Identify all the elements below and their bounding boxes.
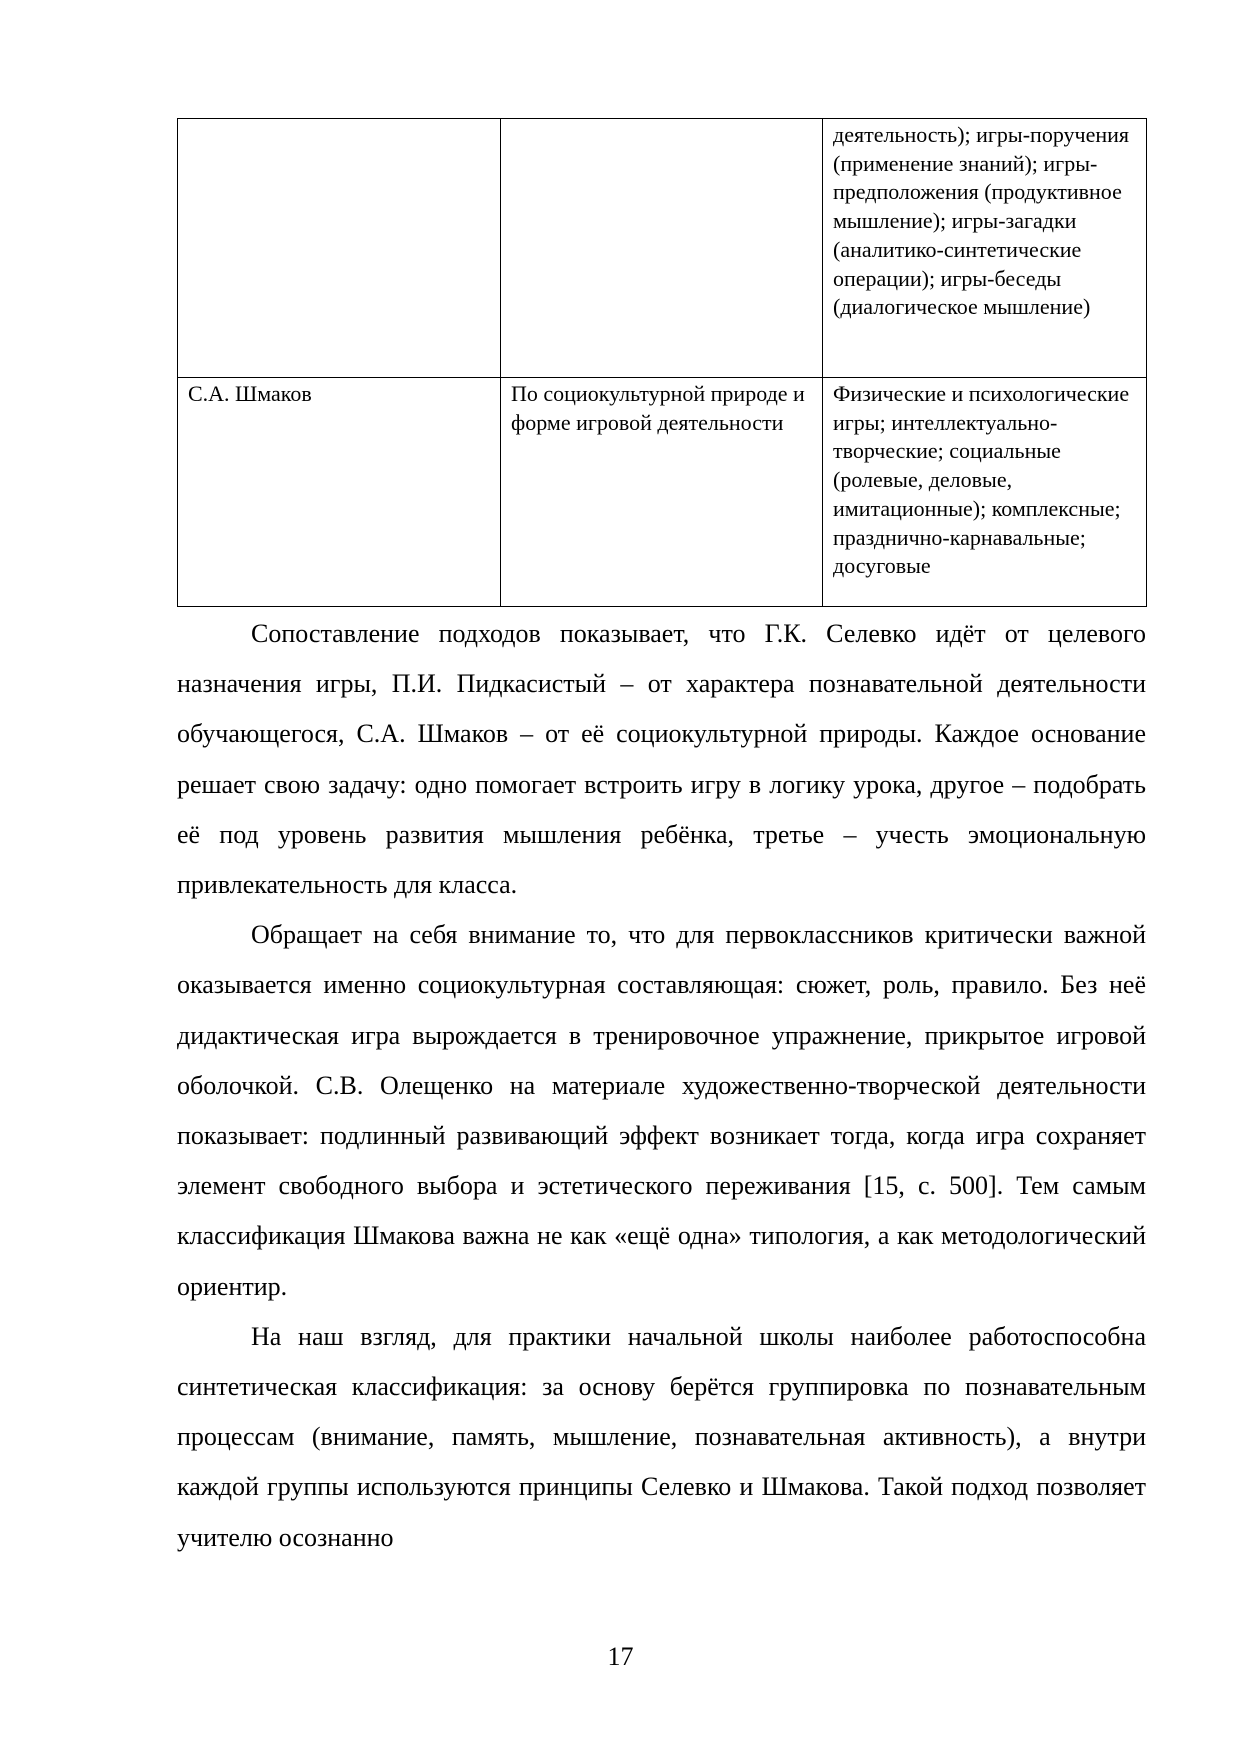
body-text bbox=[177, 609, 1146, 1563]
table-cell-author bbox=[178, 119, 501, 378]
table-row bbox=[178, 119, 1147, 378]
table-cell-basis bbox=[501, 119, 823, 378]
paragraph: Обращает на себя внимание то, что для первоклассников критически важной оказывается именно социокультурная составляющая: сюжет, роль, правило. Без неё дидактическая игра вырождается в тренировочное упражнение, прикрытое игровой оболочкой. С.В. Олещенко на материале художественно-творческой деятельности показывает: подлинный развивающий эффект возникает тогда, когда игра сохраняет элемент свободного выбора и эстетического переживания [15, с. 500]. Тем самым классификация Шмакова важна не как «ещё одна» типология, а как методологический ориентир. bbox=[177, 920, 1146, 1301]
table-cell-basis: По социокультурной природе и форме игровой деятельности bbox=[501, 378, 823, 607]
paragraph: Сопоставление подходов показывает, что Г.К. Селевко идёт от целевого назначения игры, П.И. Пидкасистый – от характера познавательной деятельности обучающегося, С.А. Шмаков – от её социокультурной природы. Каждое основание решает свою задачу: одно помогает встроить игру в логику урока, другое – подобрать её под уровень развития мышления ребёнка, третье – учесть эмоциональную привлекательность для класса. bbox=[177, 619, 1146, 900]
paragraph: На наш взгляд, для практики начальной школы наиболее работоспособна синтетическая классификация: за основу берётся группировка по познавательным процессам (внимание, память, мышление, познавательная активность), а внутри каждой группы используются принципы Селевко и Шмакова. Такой подход позволяет учителю осознанно bbox=[177, 1321, 1146, 1552]
table-cell-types: Физические и психологические игры; интеллектуально-творческие; социальные (ролевые, деловые, имитационные); комплексные; празднично-карнавальные; досуговые bbox=[823, 378, 1147, 607]
table-cell-types: деятельность); игры-поручения (применение знаний); игры-предположения (продуктивное мышление); игры-загадки (аналитико-синтетические операции); игры-беседы (диалогическое мышление) bbox=[823, 119, 1147, 378]
table-cell-author: С.А. Шмаков bbox=[178, 378, 501, 607]
page-number: 17 bbox=[607, 1642, 634, 1671]
table-row bbox=[178, 378, 1147, 607]
classification-table bbox=[177, 118, 1147, 607]
